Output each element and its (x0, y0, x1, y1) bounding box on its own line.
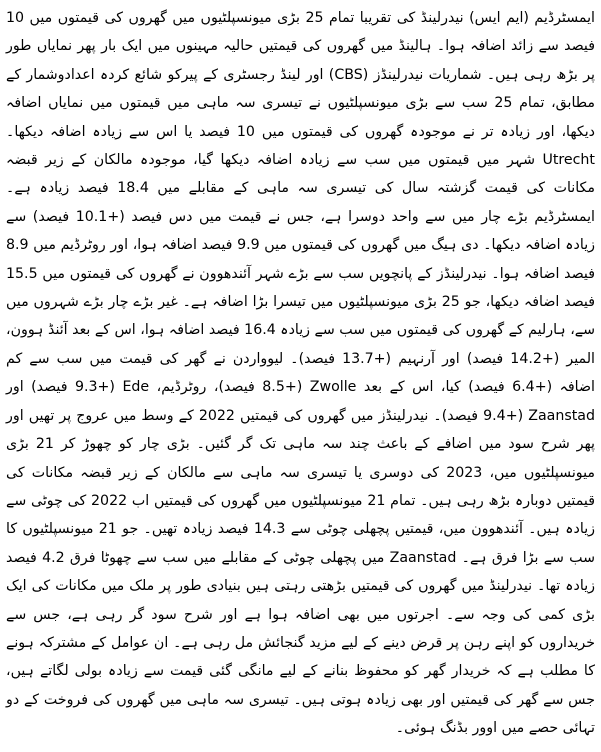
article-body-text: ایمسٹرڈیم (ایم ایس) نیدرلینڈ کی تقریبا تمام 25 بڑی میونسپلٹیوں میں گھروں کی قیمتوں میں 10 فیصد سے زائد اضافہ ہوا۔ ہالینڈ میں گھروں کی قیمتیں حالیہ مہینوں میں ایک بار پھر نمایاں طور پر بڑھ رہی ہیں۔ شماریات نیدرلینڈز (CBS) اور لینڈ رجسٹری کے پیرکو شائع کردہ اعدادوشمار کے مطابق، تمام 25 سب سے بڑی میونسپلٹیوں نے تیسری سہ ماہی میں قیمتوں میں نمایاں اضافہ دیکھا، اور زیادہ تر نے موجودہ گھروں کی قیمتوں میں 10 فیصد یا اس سے زیادہ اضافہ دیکھا۔ Utrecht شہر میں قیمتوں میں سب سے زیادہ اضافہ دیکھا گیا، موجودہ مالکان کے زیر قبضہ مکانات کی قیمت گزشتہ سال کی تیسری سہ ماہی کے مقابلے میں 18.4 فیصد زیادہ ہے۔ ایمسٹرڈیم بڑے چار میں سے واحد دوسرا ہے، جس نے قیمت میں دس فیصد (+10.1 فیصد) سے زیادہ اضافہ دیکھا۔ دی ہیگ میں گھروں کی قیمتوں میں 9.9 فیصد اضافہ ہوا، اور روٹرڈیم میں 8.9 فیصد اضافہ ہوا۔ نیدرلینڈز کے پانچویں سب سے بڑے شہر آئندھوون نے گھروں کی قیمتوں میں 15.5 فیصد اضافہ دیکھا، جو 25 بڑی میونسپلٹیوں میں تیسرا بڑا اضافہ ہے۔ غیر بڑے چار بڑے شہروں میں سے، ہارلیم کے گھروں کی قیمتوں میں سب سے زیادہ 16.4 فیصد اضافہ ہوا، اس کے بعد آئنڈ ہوون، المیر (+14.2 فیصد) اور آرنہیم (+13.7 فیصد)۔ لیوواردن نے گھر کی قیمت میں سب سے کم اضافہ (+6.4 فیصد) کیا، اس کے بعد Zwolle (+8.5 فیصد)، روٹرڈیم، Ede (+9.3 فیصد) اور Zaanstad (+9.4 فیصد)۔ نیدرلینڈز میں گھروں کی قیمتیں 2022 کے وسط میں عروج پر تھیں اور پھر شرح سود میں اضافے کے باعث چند سہ ماہی تک گر گئیں۔ بڑی چار کو چھوڑ کر 21 بڑی میونسپلٹیوں میں، 2023 کی دوسری یا تیسری سہ ماہی سے مالکان کے زیر قبضہ مکانات کی قیمتیں دوبارہ بڑھ رہی ہیں۔ تمام 21 میونسپلٹیوں میں گھروں کی قیمتیں اب 2022 کی چوٹی سے زیادہ ہیں۔ آئندھوون میں، قیمتیں پچھلی چوٹی سے 14.3 فیصد زیادہ تھیں۔ جو 21 میونسپلٹیوں کا سب سے بڑا فرق ہے۔ Zaanstad میں پچھلی چوٹی کے مقابلے میں سب سے چھوٹا فرق 4.2 فیصد زیادہ تھا۔ نیدرلینڈ میں گھروں کی قیمتیں بڑھتی رہتی ہیں بنیادی طور پر ملک میں مکانات کی ایک بڑی کمی کی وجہ سے۔ اجرتوں میں بھی اضافہ ہوا ہے اور شرح سود گر رہی ہے، جس سے خریداروں کو اپنے رہن پر قرض دینے کے لیے مزید گنجائش مل رہی ہے۔ ان عوامل کے مشترکہ ہونے کا مطلب ہے کہ خریدار گھر کو محفوظ بنانے کے لیے مانگی گئی قیمت سے زیادہ بولی لگاتے ہیں، جس سے گھر کی قیمتیں اور بھی زیادہ ہوتی ہیں۔ تیسری سہ ماہی میں گھروں کی فروخت کے دو تہائی حصے میں اوور بڈنگ ہوئی۔ (6, 10, 596, 737)
